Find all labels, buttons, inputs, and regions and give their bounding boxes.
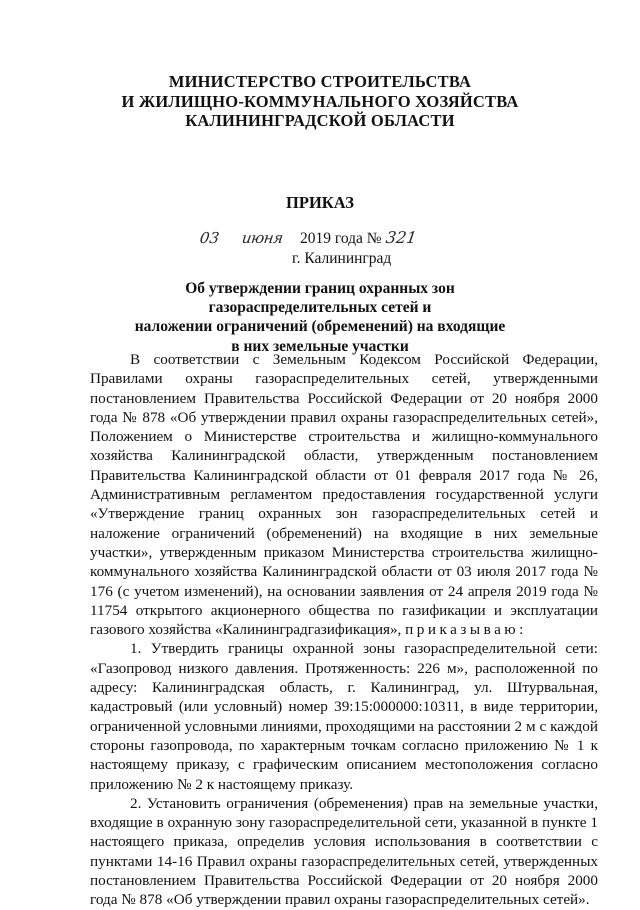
order-year: 2019 года № xyxy=(300,230,382,247)
ministry-line-2: И ЖИЛИЩНО-КОММУНАЛЬНОГО ХОЗЯЙСТВА xyxy=(121,91,519,111)
title-line-1: Об утверждении границ охранных зон газораспределительных сетей и xyxy=(185,280,455,317)
order-city: г. Калининград xyxy=(292,250,392,267)
handwritten-month: июня xyxy=(240,229,284,247)
preamble-paragraph xyxy=(90,350,598,639)
order-title xyxy=(104,279,536,356)
item-2-paragraph: 2. Установить ограничения (обременения) прав на земельные участки, входящие в охранную зону газораспределительной сети, указанной в пункте 1 настоящего приказа, определив условия использования в соответствии с пунктами 14-16 Правил охраны газораспределительных сетей, утвержденных постановлением Правительства Российской Федерации от 20 ноября 2000 года № 878 «Об утверждении правил охраны газораспределительных сетей». xyxy=(90,794,598,909)
order-heading: ПРИКАЗ xyxy=(286,193,354,212)
order-body xyxy=(90,350,598,910)
order-date-line xyxy=(200,228,416,250)
title-line-2: наложении ограничений (обременений) на входящие xyxy=(134,318,506,336)
handwritten-order-number: 321 xyxy=(384,228,418,247)
preamble-text: В соответствии с Земельным Кодексом Российской Федерации, Правилами охраны газораспределительных сетей, утвержденными постановлением Правительства Российской Федерации от 20 ноября 2000 года № 878 «Об утверждении правил охраны газораспределительных сетей», Положением о Министерстве строительства и жилищно-коммунального хозяйства Калининградской области, утвержденным постановлением Правительства Калининградской области от 01 февраля 2017 года № 26, Административным регламентом предоставления государственной услуги «Утверждение границ охранных зон газораспределительных сетей и наложение ограничений (обременений) на входящие в них земельные участки», утвержденным приказом Министерства строительства жилищно-коммунального хозяйства Калининградской области от 03 июля 2017 года № 176 (с учетом изменений), на основании заявления от 24 апреля 2019 года № 11754 открытого акционерного общества по газификации и эксплуатации газового хозяйства «Калининградгазификация», xyxy=(90,351,598,639)
title-line-3: в них земельные участки xyxy=(231,337,409,355)
prikazyvayu-word: приказываю: xyxy=(405,621,527,639)
ministry-header xyxy=(90,72,550,131)
ministry-line-3: КАЛИНИНГРАДСКОЙ ОБЛАСТИ xyxy=(185,111,455,130)
handwritten-day: 03 xyxy=(198,229,221,247)
item-1-paragraph: 1. Утвердить границы охранной зоны газораспределительной сети: «Газопровод низкого давления. Протяженность: 226 м», расположенной по адресу: Калининградская область, г. Калининград, ул. Штурвальная, кадастровый (или условный) номер 39:15:000000:10311, в виде территории, ограниченной условными линиями, проходящими на расстоянии 2 м с каждой стороны газопровода, по характерным точкам согласно приложению № 1 к настоящему приказу, с графическим описанием местоположения согласно приложению № 2 к настоящему приказу. xyxy=(90,640,598,793)
ministry-line-1: МИНИСТЕРСТВО СТРОИТЕЛЬСТВА xyxy=(168,72,472,91)
